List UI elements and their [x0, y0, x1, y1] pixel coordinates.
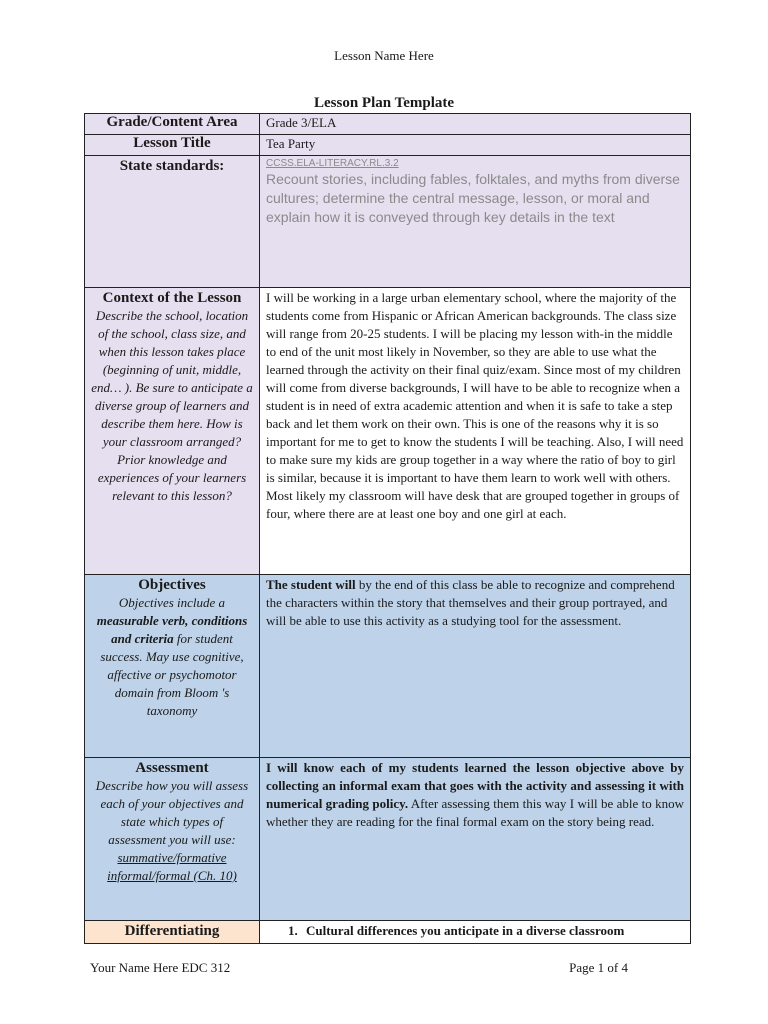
objectives-value [260, 575, 690, 631]
context-value-cell [260, 288, 691, 575]
objectives-value-cell [260, 575, 691, 758]
grade-label: Grade/Content Area [106, 114, 238, 130]
differentiating-value-cell [260, 921, 691, 944]
lesson-title-value-cell [260, 135, 691, 156]
differentiating-label: Differentiating [124, 923, 220, 939]
standards-value-cell [260, 156, 691, 288]
objectives-label: Objectives [138, 577, 206, 593]
context-label: Context of the Lesson [102, 290, 242, 306]
lesson-title-value: Tea Party [266, 136, 316, 151]
objectives-value-bold: The student will [266, 577, 356, 592]
assessment-label-cell [85, 758, 260, 921]
assessment-label: Assessment [135, 760, 209, 776]
grade-row [85, 114, 691, 135]
differentiating-item-number: 1. [288, 923, 298, 938]
differentiating-item-text: Cultural differences you anticipate in a diverse classroom [306, 923, 625, 938]
objectives-desc-bold: measurable verb, conditions and criteria [96, 613, 248, 646]
assessment-desc-text: Describe how you will assess each of your objectives and state which types of assessment you will use: [95, 778, 249, 847]
assessment-value-text: After assessing them this way I will be able to know whether they are reading for the final formal exam on the story being read. [266, 796, 684, 829]
objectives-description [85, 594, 259, 720]
objectives-row [85, 575, 691, 758]
differentiating-row [85, 921, 691, 944]
standard-code-link[interactable]: CCSS.ELA-LITERACY.RL.3.2 [266, 158, 399, 169]
lesson-title-label-cell [85, 135, 260, 156]
context-label-cell [85, 288, 260, 575]
context-description: Describe the school, location of the school, class size, and when this lesson takes place (beginning of unit, middle, end… ). Be sure to anticipate a diverse group of learners and describe them here. How is your classroom arranged? Prior knowledge and experiences of your learners relevant to this lesson? [91, 308, 253, 503]
differentiating-label-cell [85, 921, 260, 944]
standards-label: State standards: [119, 158, 225, 174]
assessment-description [85, 777, 259, 885]
footer-page-number: Page 1 of 4 [569, 960, 628, 975]
lesson-title-row [85, 135, 691, 156]
assessment-value [260, 758, 690, 832]
objectives-desc-part1: Objectives include a [118, 595, 226, 610]
context-value: I will be working in a large urban elementary school, where the majority of the students come from Hispanic or African American backgrounds. The class size will range from 20-25 students. I will be placing my lesson with-in the middle to end of the unit most likely in November, so they are able to use what the learned through the activity on their final quiz/exam. Since most of my children will come from diverse backgrounds, I will have to be able to recognize when a student is in need of extra academic attention and when it is safe to take a step back and let them work on their own. This is one of the reasons why it is so important for me to get to know the students I will be teaching. Also, I will need to make sure my kids are group together in a way where the ratio of boy to girl is similar, because it is important to have them learn to work well with others. Most likely my classroom will have desk that are grouped together in groups of four, where there are at least one boy and one girl at each. [266, 290, 684, 521]
objectives-desc-part2: for student success. May use cognitive, affective or psychomotor domain from Bloom 's taxonomy [100, 631, 244, 718]
assessment-value-bold: I will know each of my students learned the lesson objective above by collecting an informal exam that goes with the activity and assessing it with numerical grading policy. [266, 760, 684, 811]
differentiating-item [260, 921, 690, 939]
standard-text: Recount stories, including fables, folktales, and myths from diverse cultures; determine the central message, lesson, or moral and explain how it is conveyed through key details in the text [266, 171, 680, 225]
lesson-title-label: Lesson Title [133, 135, 211, 151]
assessment-value-cell [260, 758, 691, 921]
document-title: Lesson Plan Template [313, 95, 455, 111]
footer-author: Your Name Here EDC 312 [90, 960, 231, 975]
objectives-label-cell [85, 575, 260, 758]
grade-value: Grade 3/ELA [266, 115, 337, 130]
grade-value-cell [260, 114, 691, 135]
objectives-value-text: by the end of this class be able to recognize and comprehend the characters within the story that themselves and their group portrayed, and will be able to use this activity as a studying tool for the assessment. [266, 577, 675, 628]
assessment-row [85, 758, 691, 921]
assessment-desc-underlined: summative/formative informal/formal (Ch. 10) [107, 850, 237, 883]
standards-row [85, 156, 691, 288]
context-row [85, 288, 691, 575]
page-header: Lesson Name Here [334, 48, 434, 63]
grade-label-cell [85, 114, 260, 135]
lesson-plan-table [84, 113, 691, 944]
standards-label-cell [85, 156, 260, 288]
